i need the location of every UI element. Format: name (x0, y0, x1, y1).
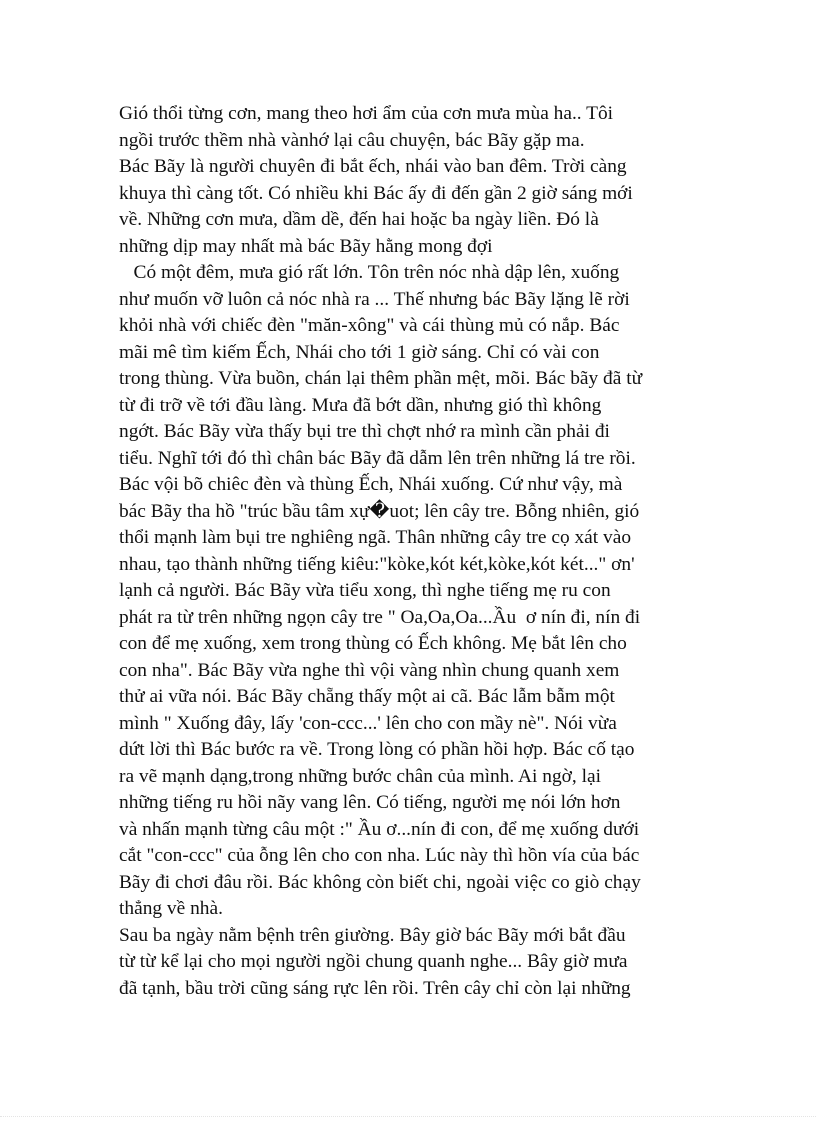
text-line: con để mẹ xuống, xem trong thùng có Ếch không. Mẹ bắt lên cho (119, 633, 627, 654)
text-line: về. Những cơn mưa, dầm dề, đến hai hoặc ba ngày liền. Đó là (119, 209, 599, 230)
text-line: Sau ba ngày nằm bệnh trên giường. Bây giờ bác Bãy mới bắt đầu (119, 924, 626, 946)
page-bottom-border (0, 1116, 816, 1117)
text-line: và nhấn mạnh từng câu một :" Ầu ơ...nín đi con, để mẹ xuống dưới (119, 818, 640, 840)
text-line: thử ai vữa nói. Bác Bãy chẵng thấy một ai cã. Bác lẫm bẫm một (119, 686, 615, 707)
text-line: như muốn vỡ luôn cả nóc nhà ra ... Thế nhưng bác Bãy lặng lẽ rời (119, 288, 630, 310)
text-line: từ đi trỡ về tới đầu làng. Mưa đã bớt dần, nhưng gió thì không (119, 394, 602, 416)
text-line: mình " Xuống đây, lấy 'con-ccc...' lên cho con mầy nè". Nói vừa (119, 712, 617, 734)
text-line: tiểu. Nghĩ tới đó thì chân bác Bãy đã dẫm lên trên những lá tre rồi. (119, 447, 636, 469)
text-line: mãi mê tìm kiếm Ếch, Nhái cho tới 1 giờ sáng. Chỉ có vài con (119, 341, 600, 363)
text-line: lạnh cả người. Bác Bãy vừa tiểu xong, thì nghe tiếng mẹ ru con (119, 580, 611, 601)
story-text (119, 101, 709, 1002)
text-line: Bác vội bõ chiêc đèn và thùng Ếch, Nhái xuống. Cứ như vậy, mà (119, 474, 623, 495)
text-line: những dịp may nhất mà bác Bãy hằng mong đợi (119, 235, 493, 257)
text-line: cắt "con-ccc" của ỗng lên cho con nha. Lúc này thì hồn vía của bác (119, 845, 640, 866)
text-line: dứt lời thì Bác bước ra về. Trong lòng có phần hồi hợp. Bác cố tạo (119, 739, 635, 760)
text-line: Gió thổi từng cơn, mang theo hơi ẩm của cơn mưa mùa ha.. Tôi (119, 103, 614, 124)
text-line: nhau, tạo thành những tiếng kiêu:"kòke,kót két,kòke,kót két..." ơn' (119, 553, 635, 575)
text-line: Bác Bãy là người chuyên đi bắt ếch, nhái vào ban đêm. Trời càng (119, 156, 627, 177)
text-line: ra vẽ mạnh dạng,trong những bước chân của mình. Ai ngờ, lại (119, 765, 602, 787)
text-line: trong thùng. Vừa buồn, chán lại thêm phần mệt, mõi. Bác bãy đã từ (119, 368, 643, 389)
text-line: ngớt. Bác Bãy vừa thấy bụi tre thì chợt nhớ ra mình cần phải đi (119, 421, 610, 442)
text-line: thổi mạnh làm bụi tre nghiêng ngã. Thân những cây tre cọ xát vào (119, 527, 632, 548)
text-line: Có một đêm, mưa gió rất lớn. Tôn trên nóc nhà dập lên, xuống (119, 262, 620, 283)
text-line: đã tạnh, bầu trời cũng sáng rực lên rồi. Trên cây chỉ còn lại những (119, 977, 631, 999)
text-line: ngồi trước thềm nhà vànhớ lại câu chuyện, bác Bãy gặp ma. (119, 129, 585, 151)
text-line: thẳng về nhà. (119, 898, 223, 919)
text-line: con nha". Bác Bãy vừa nghe thì vội vàng nhìn chung quanh xem (119, 659, 620, 681)
text-line: những tiếng ru hồi nãy vang lên. Có tiếng, người mẹ nói lớn hơn (119, 792, 621, 813)
text-line: khuya thì càng tốt. Có nhiều khi Bác ấy đi đến gần 2 giờ sáng mới (119, 182, 633, 204)
text-line: khỏi nhà với chiếc đèn "măn-xông" và cái thùng mủ có nắp. Bác (119, 315, 620, 336)
text-line: bác Bãy tha hồ "trúc bầu tâm xự�uot; lên cây tre. Bỗng nhiên, gió (119, 500, 640, 522)
text-line: Bãy đi chơi đâu rồi. Bác không còn biết chi, ngoài việc co giò chạy (119, 871, 641, 893)
text-line: từ từ kể lại cho mọi người ngồi chung quanh nghe... Bây giờ mưa (119, 951, 628, 972)
text-line: phát ra từ trên những ngọn cây tre " Oa,Oa,Oa...Ầu ơ nín đi, nín đi (119, 606, 641, 628)
